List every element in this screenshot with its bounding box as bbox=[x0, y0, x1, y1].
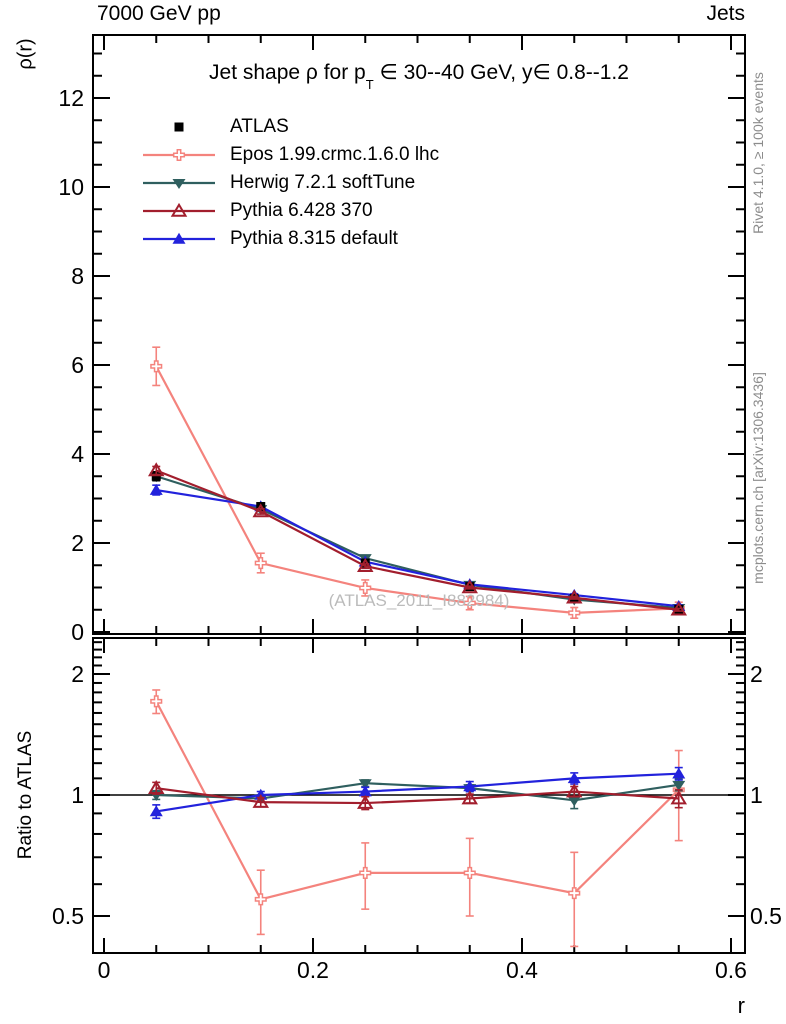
top-y-tick-label: 2 bbox=[71, 530, 84, 556]
analysis-group-label: Jets bbox=[706, 2, 745, 25]
ratio-y-tick-label-left: 1 bbox=[71, 782, 84, 808]
epos-legend-marker-icon bbox=[141, 146, 217, 164]
legend-item-pythia8 bbox=[141, 225, 439, 253]
herwig-marker bbox=[568, 796, 581, 806]
pythia6-legend-marker-icon bbox=[141, 202, 217, 220]
legend-swatch-herwig bbox=[141, 174, 217, 192]
ratio-y-tick-label-left: 2 bbox=[71, 661, 84, 687]
legend-item-pythia6 bbox=[141, 197, 439, 225]
top-y-tick-label: 10 bbox=[58, 174, 84, 200]
plot-title-subscript: T bbox=[365, 76, 374, 92]
legend-swatch-pythia8 bbox=[141, 230, 217, 248]
legend-label-pythia8: Pythia 8.315 default bbox=[230, 228, 398, 249]
plot-title bbox=[93, 60, 745, 92]
ratio-panel-y-ticks bbox=[94, 642, 744, 916]
pythia6-line bbox=[156, 470, 679, 609]
epos-marker bbox=[255, 558, 266, 569]
epos-marker bbox=[151, 696, 162, 707]
x-tick-label: 0 bbox=[97, 957, 111, 983]
ratio-y-tick-label-right: 1 bbox=[750, 782, 763, 808]
ratio-y-tick-label-right: 0.5 bbox=[750, 903, 782, 929]
analysis-id-watermark: (ATLAS_2011_I882984) bbox=[328, 591, 510, 610]
epos-legend-marker bbox=[174, 150, 185, 161]
mcplots-source-note: mcplots.cern.ch [arXiv:1306.3436] bbox=[750, 372, 766, 584]
top-y-tick-label: 6 bbox=[71, 352, 84, 378]
legend-swatch-pythia6 bbox=[141, 202, 217, 220]
legend-label-herwig: Herwig 7.2.1 softTune bbox=[230, 172, 416, 193]
pythia8-marker bbox=[150, 484, 163, 495]
herwig-marker-glyph bbox=[568, 796, 581, 806]
rivet-version-note: Rivet 4.1.0, ≥ 100k events bbox=[750, 72, 766, 234]
x-tick-label: 0.4 bbox=[506, 957, 538, 983]
top-y-tick-label: 8 bbox=[71, 263, 84, 289]
legend-item-herwig bbox=[141, 169, 439, 197]
epos-marker-glyph bbox=[255, 894, 266, 905]
pythia8-line bbox=[156, 490, 679, 606]
legend-swatch-atlas bbox=[141, 118, 217, 136]
atlas-legend-marker-icon bbox=[141, 118, 217, 136]
epos-marker bbox=[151, 361, 162, 372]
pythia8-marker-glyph bbox=[150, 484, 163, 495]
epos-marker-glyph bbox=[151, 361, 162, 372]
series-epos-ratio bbox=[151, 690, 684, 946]
x-tick-label: 0.2 bbox=[297, 957, 329, 983]
top-y-tick-label: 0 bbox=[71, 619, 84, 645]
plot-title-part2: ∈ 30--40 GeV, y∈ 0.8--1.2 bbox=[373, 61, 629, 84]
y-axis-label-top: ρ(r) bbox=[14, 38, 37, 70]
legend-label-pythia6: Pythia 6.428 370 bbox=[230, 200, 373, 221]
beam-energy-label: 7000 GeV pp bbox=[97, 2, 221, 25]
ratio-y-tick-label-left: 0.5 bbox=[52, 903, 84, 929]
y-axis-label-ratio: Ratio to ATLAS bbox=[15, 730, 36, 860]
epos-marker bbox=[464, 868, 475, 879]
epos-legend-marker-glyph bbox=[174, 150, 185, 161]
top-y-tick-label: 12 bbox=[58, 85, 84, 111]
x-axis-label: r bbox=[737, 993, 745, 1018]
pythia8-legend-marker-icon bbox=[141, 230, 217, 248]
epos-marker bbox=[360, 868, 371, 879]
herwig-legend-marker-icon bbox=[141, 174, 217, 192]
legend-item-atlas bbox=[141, 113, 439, 141]
legend bbox=[141, 113, 439, 253]
legend-label-epos: Epos 1.99.crmc.1.6.0 lhc bbox=[230, 144, 440, 165]
epos-marker-glyph bbox=[255, 558, 266, 569]
herwig-line bbox=[156, 476, 679, 608]
atlas-legend-marker bbox=[175, 123, 184, 132]
top-y-tick-label: 4 bbox=[71, 441, 84, 467]
atlas-legend-marker-glyph bbox=[175, 123, 184, 132]
plot-title-part1: Jet shape ρ for p bbox=[209, 61, 366, 84]
epos-marker-glyph bbox=[151, 696, 162, 707]
legend-item-epos bbox=[141, 141, 439, 169]
epos-marker bbox=[255, 894, 266, 905]
epos-marker-glyph bbox=[464, 868, 475, 879]
x-tick-label: 0.6 bbox=[715, 957, 747, 983]
ratio-y-tick-label-right: 2 bbox=[750, 661, 763, 687]
legend-swatch-epos bbox=[141, 146, 217, 164]
epos-marker-glyph bbox=[360, 868, 371, 879]
legend-label-atlas: ATLAS bbox=[230, 116, 289, 137]
